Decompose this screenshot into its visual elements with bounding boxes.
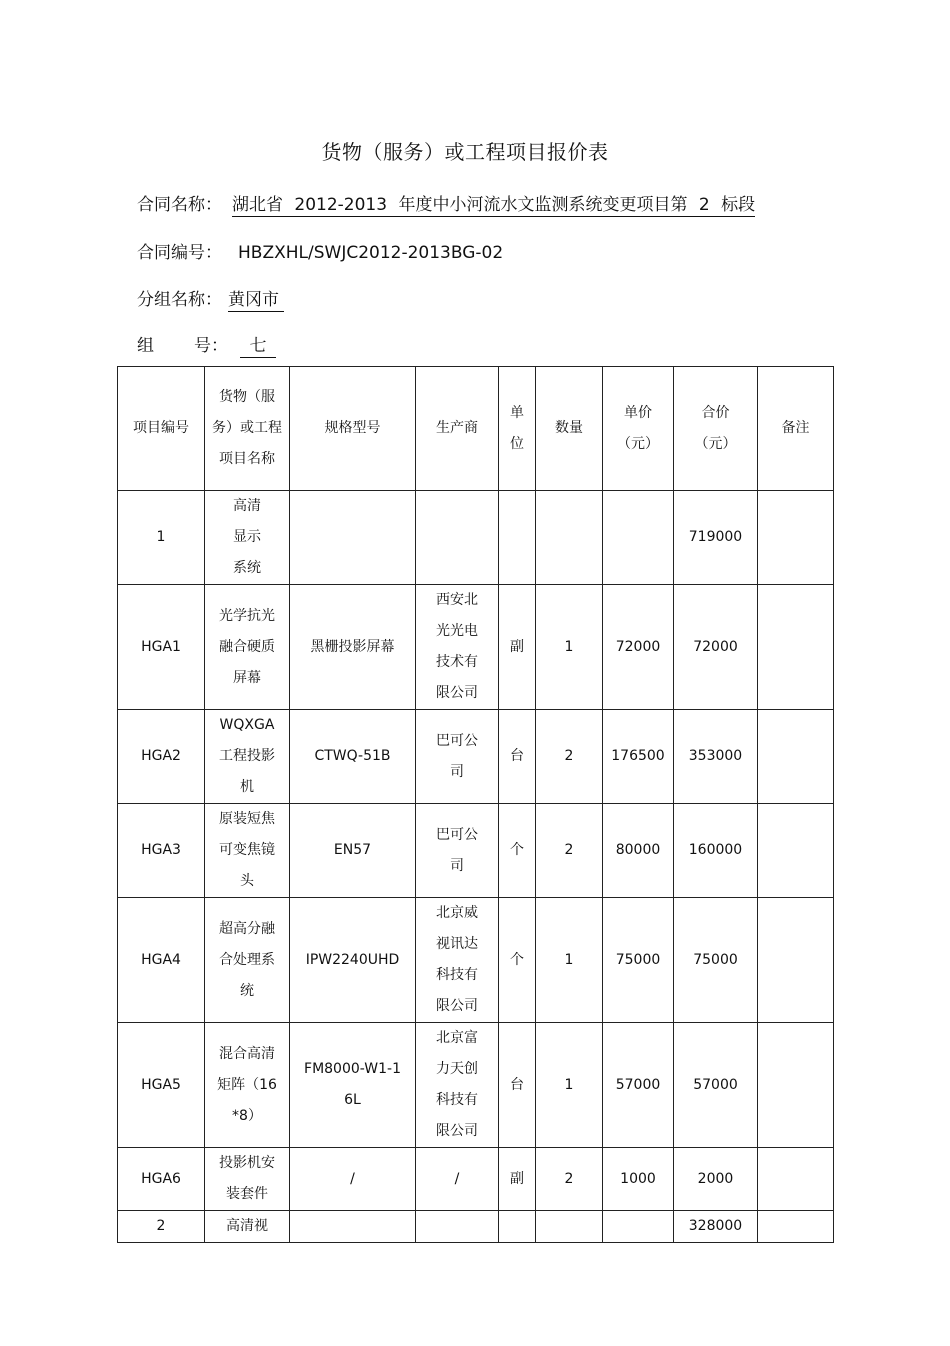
quote-table (117, 366, 834, 1243)
cell-note (758, 585, 834, 710)
cell-total: 72000 (674, 585, 758, 710)
cell-note (758, 1148, 834, 1211)
cell-unit: 台 (499, 710, 536, 804)
table-row (118, 1023, 834, 1148)
cell-maker: / (416, 1148, 499, 1211)
cell-unit: 副 (499, 1148, 536, 1211)
cell-qty (536, 491, 603, 585)
header-item-no: 项目编号 (118, 367, 205, 491)
cell-name: 高清视 (205, 1211, 290, 1243)
group-no-label-b: 号： (194, 336, 228, 356)
cell-no: HGA6 (118, 1148, 205, 1211)
table-row (118, 710, 834, 804)
cell-price: 57000 (603, 1023, 674, 1148)
header-maker: 生产商 (416, 367, 499, 491)
cell-qty: 1 (536, 898, 603, 1023)
cell-qty: 2 (536, 1148, 603, 1211)
cell-qty: 1 (536, 585, 603, 710)
cell-total: 328000 (674, 1211, 758, 1243)
header-unit-price: 单价（元） (603, 367, 674, 491)
contract-no-value: HBZXHL/SWJC2012-2013BG-02 (238, 243, 504, 263)
cell-name: 高清显示系统 (205, 491, 290, 585)
cell-total: 160000 (674, 804, 758, 898)
cell-no: HGA4 (118, 898, 205, 1023)
cell-total: 719000 (674, 491, 758, 585)
header-note: 备注 (758, 367, 834, 491)
cell-total: 57000 (674, 1023, 758, 1148)
header-total-price: 合价（元） (674, 367, 758, 491)
cell-price: 1000 (603, 1148, 674, 1211)
table-row (118, 491, 834, 585)
cell-unit: 副 (499, 585, 536, 710)
cell-no: 2 (118, 1211, 205, 1243)
table-row (118, 585, 834, 710)
cell-note (758, 1211, 834, 1243)
cell-spec: CTWQ-51B (290, 710, 416, 804)
cell-no: HGA5 (118, 1023, 205, 1148)
cell-total: 2000 (674, 1148, 758, 1211)
page-title: 货物（服务）或工程项目报价表 (321, 140, 609, 164)
contract-name-value: 湖北省 2012-2013 年度中小河流水文监测系统变更项目第 2 标段 (232, 190, 755, 217)
cell-name: WQXGA工程投影机 (205, 710, 290, 804)
cell-price: 75000 (603, 898, 674, 1023)
cell-qty: 2 (536, 710, 603, 804)
group-no-label-a: 组 (137, 336, 154, 356)
cell-note (758, 491, 834, 585)
contract-name-label: 合同名称： (137, 195, 222, 215)
cell-total: 75000 (674, 898, 758, 1023)
cell-qty: 1 (536, 1023, 603, 1148)
cell-price: 176500 (603, 710, 674, 804)
cell-name: 原装短焦可变焦镜头 (205, 804, 290, 898)
header-qty: 数量 (536, 367, 603, 491)
table-header-row (118, 367, 834, 491)
cell-maker (416, 1211, 499, 1243)
group-name-line (137, 285, 284, 312)
cell-unit (499, 491, 536, 585)
cell-maker: 北京威视讯达科技有限公司 (416, 898, 499, 1023)
cell-spec: FM8000-W1-16L (290, 1023, 416, 1148)
contract-no-line (137, 238, 503, 264)
cell-spec: 黑栅投影屏幕 (290, 585, 416, 710)
table-row (118, 898, 834, 1023)
cell-maker (416, 491, 499, 585)
cell-qty: 2 (536, 804, 603, 898)
cell-price: 72000 (603, 585, 674, 710)
cell-spec (290, 1211, 416, 1243)
cell-maker: 北京富力天创科技有限公司 (416, 1023, 499, 1148)
cell-note (758, 710, 834, 804)
header-item-name: 货物（服务）或工程项目名称 (205, 367, 290, 491)
cell-maker: 西安北光光电技术有限公司 (416, 585, 499, 710)
cell-qty (536, 1211, 603, 1243)
cell-spec: / (290, 1148, 416, 1211)
cell-price: 80000 (603, 804, 674, 898)
table-row (118, 1148, 834, 1211)
cell-unit (499, 1211, 536, 1243)
header-unit: 单位 (499, 367, 536, 491)
cell-name: 超高分融合处理系统 (205, 898, 290, 1023)
table-body (118, 491, 834, 1243)
cell-note (758, 1023, 834, 1148)
cell-unit: 个 (499, 898, 536, 1023)
cell-price (603, 1211, 674, 1243)
cell-spec: IPW2240UHD (290, 898, 416, 1023)
cell-unit: 台 (499, 1023, 536, 1148)
cell-maker: 巴可公司 (416, 804, 499, 898)
cell-spec (290, 491, 416, 585)
cell-name: 混合高清矩阵（16*8） (205, 1023, 290, 1148)
cell-unit: 个 (499, 804, 536, 898)
table-row (118, 1211, 834, 1243)
cell-name: 投影机安装套件 (205, 1148, 290, 1211)
contract-no-label: 合同编号： (137, 243, 222, 263)
cell-note (758, 898, 834, 1023)
group-name-label: 分组名称： (137, 290, 222, 310)
header-spec: 规格型号 (290, 367, 416, 491)
group-no-value: 七 (240, 331, 276, 358)
cell-no: HGA3 (118, 804, 205, 898)
contract-name-line (137, 190, 755, 217)
cell-name: 光学抗光融合硬质屏幕 (205, 585, 290, 710)
cell-spec: EN57 (290, 804, 416, 898)
table-row (118, 804, 834, 898)
cell-no: HGA1 (118, 585, 205, 710)
cell-no: 1 (118, 491, 205, 585)
group-no-line (137, 331, 276, 358)
cell-total: 353000 (674, 710, 758, 804)
cell-price (603, 491, 674, 585)
cell-note (758, 804, 834, 898)
cell-maker: 巴可公司 (416, 710, 499, 804)
cell-no: HGA2 (118, 710, 205, 804)
group-name-value: 黄冈市 (228, 285, 284, 312)
